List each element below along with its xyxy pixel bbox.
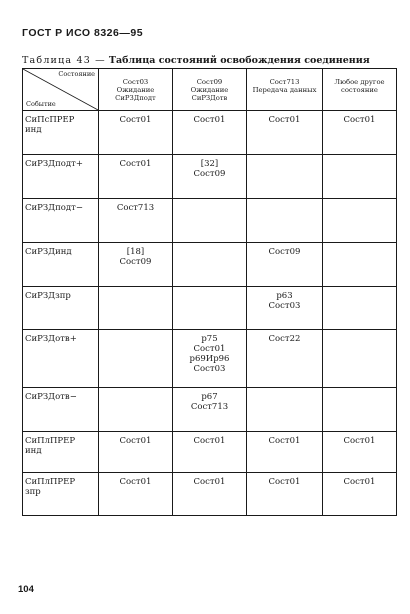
- table-row: [23, 111, 397, 155]
- column-header-4: [323, 69, 397, 111]
- table-row: [23, 199, 397, 243]
- state-cell: [173, 111, 247, 155]
- corner-label-state: Состояние: [58, 70, 95, 78]
- event-label: СиРЗДинд: [25, 247, 72, 257]
- state-cell: [247, 330, 323, 388]
- state-cell: [247, 155, 323, 199]
- state-cell: [99, 473, 173, 516]
- column-header-line: Сост03: [122, 78, 149, 86]
- state-cell: [173, 243, 247, 287]
- state-value: Сост01: [268, 477, 301, 487]
- header-corner-cell: [23, 69, 99, 111]
- event-cell: [23, 243, 99, 287]
- state-value: Сост09: [193, 169, 226, 179]
- table-row: [23, 473, 397, 516]
- table-header-row: [23, 69, 397, 111]
- table-row: [23, 388, 397, 432]
- state-cell: [99, 155, 173, 199]
- state-cell: [173, 287, 247, 330]
- state-value: Сост01: [119, 477, 152, 487]
- event-cell: [23, 155, 99, 199]
- state-cell: [323, 330, 397, 388]
- state-value: Сост01: [343, 436, 376, 446]
- document-header: ГОСТ Р ИСО 8326—95: [22, 27, 144, 39]
- event-label: инд: [25, 125, 42, 135]
- event-label: СиПлПРЕР: [25, 436, 76, 446]
- table-row: [23, 287, 397, 330]
- event-cell: [23, 388, 99, 432]
- state-value: р63: [276, 291, 293, 301]
- state-value: Сост713: [116, 203, 155, 213]
- column-header-2: [173, 69, 247, 111]
- event-label: СиРЗДзпр: [25, 291, 71, 301]
- state-value: Сост03: [193, 364, 226, 374]
- state-cell: [99, 243, 173, 287]
- state-cell: [247, 473, 323, 516]
- state-cell: [173, 473, 247, 516]
- state-value: р69Ир96: [189, 354, 230, 364]
- corner-label-event: Событие: [26, 100, 56, 108]
- event-cell: [23, 199, 99, 243]
- table-row: [23, 155, 397, 199]
- column-header-line: Ожидание: [116, 86, 155, 94]
- state-cell: [99, 432, 173, 473]
- state-value: Сост01: [119, 159, 152, 169]
- state-value: Сост01: [193, 115, 226, 125]
- event-cell: [23, 111, 99, 155]
- event-label: СиРЗДотв−: [25, 392, 77, 402]
- table-row: [23, 243, 397, 287]
- state-value: Сост22: [268, 334, 301, 344]
- state-cell: [173, 155, 247, 199]
- event-cell: [23, 330, 99, 388]
- state-cell: [173, 432, 247, 473]
- column-header-1: [99, 69, 173, 111]
- state-value: Сост01: [193, 477, 226, 487]
- state-value: Сост01: [119, 436, 152, 446]
- state-cell: [247, 432, 323, 473]
- page-number: 104: [18, 584, 34, 595]
- state-cell: [323, 199, 397, 243]
- state-value: Сост01: [119, 115, 152, 125]
- caption-title: Таблица состояний освобождения соединения: [108, 55, 370, 66]
- event-label: СиПсПРЕР: [25, 115, 75, 125]
- state-value: [32]: [200, 159, 219, 169]
- caption-lead: Таблица 43 —: [22, 55, 106, 66]
- event-label: СиПлПРЕР: [25, 477, 76, 487]
- event-cell: [23, 432, 99, 473]
- state-cell: [99, 111, 173, 155]
- state-cell: [247, 111, 323, 155]
- column-header-line: Любое другое: [334, 78, 385, 86]
- event-label: СиРЗДотв+: [25, 334, 77, 344]
- column-header-line: СиРЗДотв: [191, 94, 228, 102]
- event-label: СиРЗДподт+: [25, 159, 83, 169]
- state-cell: [323, 111, 397, 155]
- state-value: Сост09: [268, 247, 301, 257]
- state-value: Сост01: [193, 436, 226, 446]
- state-value: р67: [201, 392, 218, 402]
- state-cell: [173, 199, 247, 243]
- state-cell: [323, 155, 397, 199]
- column-header-line: Сост713: [269, 78, 300, 86]
- state-value: Сост713: [190, 402, 229, 412]
- event-label: инд: [25, 446, 42, 456]
- column-header-line: Ожидание: [190, 86, 229, 94]
- state-value: р75: [201, 334, 218, 344]
- event-label: СиРЗДподт−: [25, 203, 83, 213]
- event-cell: [23, 473, 99, 516]
- column-header-line: Передача данных: [252, 86, 317, 94]
- state-cell: [247, 199, 323, 243]
- state-value: Сост01: [343, 477, 376, 487]
- state-cell: [323, 243, 397, 287]
- state-cell: [323, 388, 397, 432]
- state-cell: [323, 287, 397, 330]
- event-cell: [23, 287, 99, 330]
- state-cell: [99, 199, 173, 243]
- state-value: Сост09: [119, 257, 152, 267]
- state-value: Сост01: [268, 115, 301, 125]
- state-cell: [99, 287, 173, 330]
- state-cell: [247, 287, 323, 330]
- state-value: Сост01: [268, 436, 301, 446]
- state-cell: [173, 330, 247, 388]
- state-value: Сост01: [193, 344, 226, 354]
- state-value: Сост03: [268, 301, 301, 311]
- state-cell: [99, 388, 173, 432]
- column-header-3: [247, 69, 323, 111]
- state-cell: [99, 330, 173, 388]
- table-row: [23, 432, 397, 473]
- connection-release-state-table: [22, 68, 397, 516]
- event-label: зпр: [25, 487, 41, 497]
- column-header-line: СиРЗДподт: [115, 94, 156, 102]
- table-caption: [22, 55, 370, 66]
- state-cell: [323, 473, 397, 516]
- table-row: [23, 330, 397, 388]
- state-cell: [247, 243, 323, 287]
- state-value: [18]: [126, 247, 145, 257]
- column-header-line: Сост09: [196, 78, 223, 86]
- state-value: Сост01: [343, 115, 376, 125]
- column-header-line: состояние: [341, 86, 378, 94]
- state-cell: [173, 388, 247, 432]
- state-cell: [247, 388, 323, 432]
- state-cell: [323, 432, 397, 473]
